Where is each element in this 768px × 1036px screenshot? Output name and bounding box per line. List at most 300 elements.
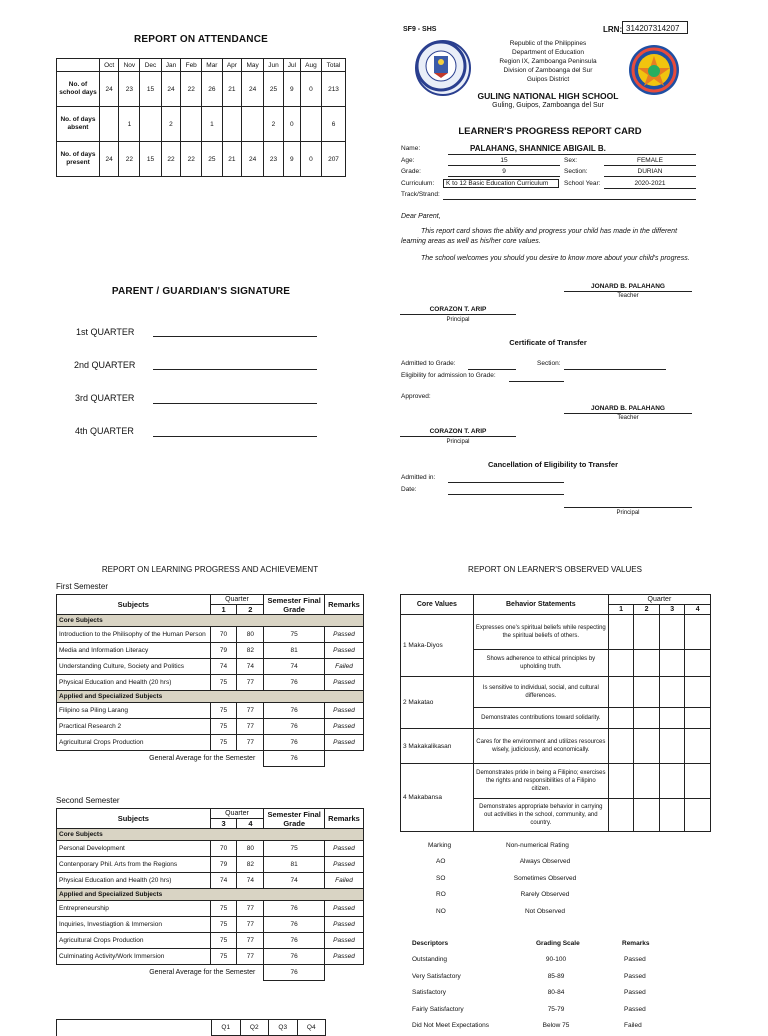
school-year-label: School Year: — [564, 180, 601, 187]
attendance-row-label: No. of days absent — [57, 107, 100, 142]
attendance-cell: 9 — [283, 142, 300, 177]
values-quarter-number: 2 — [634, 605, 660, 615]
letter-principal-role: Principal — [446, 317, 470, 323]
final-grade: 76 — [264, 675, 325, 691]
learner-sex: FEMALE — [636, 157, 663, 164]
form-code: SF9 - SHS — [403, 26, 437, 33]
values-row — [401, 615, 711, 650]
table-row — [57, 675, 364, 691]
division-seal-icon — [628, 44, 680, 96]
attendance-cell: 1 — [119, 107, 140, 142]
attendance-cell: 207 — [322, 142, 346, 177]
marking-rating: Not Observed — [524, 907, 566, 915]
descriptor-remarks: Passed — [624, 956, 646, 963]
core-value-name: 2 Makatao — [401, 677, 474, 729]
final-grade-header: Semester Final Grade — [264, 595, 325, 615]
cancel-date-line — [448, 494, 564, 495]
final-grade: 76 — [264, 719, 325, 735]
quarter-grade: 77 — [237, 917, 264, 933]
quarter-header: Quarter — [210, 809, 264, 819]
descriptor-name: Satisfactory — [412, 989, 446, 996]
attendance-cell: 25 — [264, 72, 284, 107]
table-row — [57, 719, 364, 735]
quarter-grade: 77 — [237, 933, 264, 949]
month-header: Dec — [140, 59, 161, 72]
subject-group-label: Applied and Specialized Subjects — [57, 889, 364, 901]
transfer-principal-line — [400, 436, 516, 437]
values-rating-cell[interactable] — [634, 677, 660, 708]
behavior-statement: Shows adherence to ethical principles by upholding truth. — [473, 650, 608, 677]
marking-rating: Always Observed — [519, 858, 571, 865]
values-header-row — [401, 595, 711, 605]
month-header: Aug — [300, 59, 321, 72]
cancel-admitted-label: Admitted in: — [401, 474, 436, 481]
quarter-grade: 77 — [237, 901, 264, 917]
quarter-grade: 74 — [237, 873, 264, 889]
quarter-number: 2 — [237, 605, 264, 615]
behavior-statement: Cares for the environment and utilizes resources wisely, judiciously, and economically. — [473, 729, 608, 764]
month-header: Total — [322, 59, 346, 72]
quarter-grade: 79 — [210, 857, 237, 873]
quarter-number: 3 — [210, 819, 237, 829]
quarter-grade: 70 — [210, 841, 237, 857]
sex-label: Sex: — [564, 157, 578, 164]
attendance-cell: 22 — [161, 142, 181, 177]
table-row — [57, 901, 364, 917]
subject-name: Personal Development — [57, 841, 211, 857]
cancel-title: Cancellation of Eligibility to Transfer — [487, 460, 619, 469]
header-lines — [466, 39, 630, 84]
bottom-q1: Q1 — [212, 1020, 241, 1036]
subject-name: Media and Information Literacy — [57, 643, 211, 659]
header-line-republic: Republic of the Philippines — [509, 40, 587, 47]
quarter-number: 4 — [237, 819, 264, 829]
header-line-region: Region IX, Zamboanga Peninsula — [499, 58, 597, 65]
behavior-header: Behavior Statements — [473, 595, 608, 615]
learner-grade: 9 — [502, 168, 506, 175]
general-average-row — [57, 751, 364, 767]
table-row — [57, 949, 364, 965]
bottom-blank — [57, 1020, 212, 1036]
values-quarter-number: 1 — [608, 605, 634, 615]
final-grade: 75 — [264, 841, 325, 857]
core-value-name: 3 Makakalikasan — [401, 729, 474, 764]
values-quarter-header: Quarter — [608, 595, 710, 605]
behavior-statement: Expresses one's spiritual beliefs while respecting the spiritual beliefs of others. — [473, 615, 608, 650]
values-rating-cell[interactable] — [685, 799, 711, 832]
attendance-header-row — [57, 59, 346, 72]
attendance-cell: 0 — [300, 72, 321, 107]
table-row — [57, 857, 364, 873]
grade-underline — [448, 176, 560, 177]
quarter-4-signature-line — [153, 436, 317, 437]
values-rating-cell[interactable] — [685, 708, 711, 729]
values-rating-cell[interactable] — [685, 615, 711, 650]
values-rating-cell[interactable] — [634, 708, 660, 729]
subject-group-label: Applied and Specialized Subjects — [57, 691, 364, 703]
attendance-table — [56, 58, 346, 177]
behavior-statement: Is sensitive to individual, social, and cultural differences. — [473, 677, 608, 708]
table-row — [57, 735, 364, 751]
values-rating-cell[interactable] — [659, 729, 685, 764]
values-rating-cell[interactable] — [634, 764, 660, 799]
descriptor-remarks: Failed — [624, 1022, 642, 1029]
transfer-eligibility-line — [509, 381, 564, 382]
quarter-grade: 82 — [237, 857, 264, 873]
values-rating-cell[interactable] — [659, 799, 685, 832]
core-value-name: 4 Makabansa — [401, 764, 474, 832]
remarks: Passed — [324, 719, 363, 735]
quarter-grade: 75 — [210, 719, 237, 735]
final-grade: 76 — [264, 933, 325, 949]
remarks: Passed — [325, 901, 364, 917]
final-grade: 76 — [264, 917, 325, 933]
values-quarter-number: 4 — [685, 605, 711, 615]
subject-group-label: Core Subjects — [57, 829, 364, 841]
letter-paragraph-2: The school welcomes you should you desire to know more about your child's progress. — [421, 255, 690, 262]
subject-group-row — [57, 615, 364, 627]
month-header: Nov — [119, 59, 140, 72]
subject-group-row — [57, 691, 364, 703]
sem1-title: First Semester — [56, 582, 109, 591]
quarter-grade: 80 — [237, 627, 264, 643]
quarter-2-signature-line — [153, 369, 317, 370]
month-header: Jul — [283, 59, 300, 72]
final-grade: 76 — [264, 735, 325, 751]
transfer-title: Certificate of Transfer — [509, 338, 587, 347]
transfer-admitted-label: Admitted to Grade: — [401, 360, 456, 367]
values-rating-cell[interactable] — [634, 799, 660, 832]
grading-scale: Below 75 — [542, 1022, 570, 1029]
attendance-cell: 0 — [300, 142, 321, 177]
attendance-cell: 23 — [119, 72, 140, 107]
grading-scale-header: Grading Scale — [536, 940, 580, 947]
attendance-cell: 1 — [202, 107, 223, 142]
attendance-corner — [57, 59, 100, 72]
cancel-principal-line — [564, 507, 692, 508]
sem2-grades-table — [56, 808, 364, 981]
values-rating-cell[interactable] — [659, 677, 685, 708]
letter-teacher-role: Teacher — [617, 293, 639, 299]
quarter-2-label: 2nd QUARTER — [74, 360, 136, 370]
subject-name: Entrepreneurship — [57, 901, 211, 917]
quarter-grade: 75 — [210, 675, 237, 691]
remarks: Passed — [324, 643, 363, 659]
table-row — [57, 841, 364, 857]
quarter-4-label: 4th QUARTER — [75, 426, 134, 436]
sem2-title: Second Semester — [56, 796, 120, 805]
attendance-cell: 24 — [242, 142, 264, 177]
behavior-statement: Demonstrates contributions toward solidarity. — [473, 708, 608, 729]
attendance-row-label: No. of days present — [57, 142, 100, 177]
learner-name: PALAHANG, SHANNICE ABIGAIL B. — [470, 144, 606, 153]
values-rating-cell[interactable] — [659, 708, 685, 729]
quarter-grade: 75 — [210, 933, 237, 949]
quarter-grade: 80 — [237, 841, 264, 857]
attendance-cell: 9 — [283, 72, 300, 107]
grade-label: Grade: — [401, 168, 421, 175]
quarter-grade: 75 — [210, 703, 237, 719]
attendance-cell: 26 — [202, 72, 223, 107]
report-card-title: LEARNER'S PROGRESS REPORT CARD — [458, 126, 642, 137]
descriptor-remarks: Passed — [624, 989, 646, 996]
values-rating-cell[interactable] — [608, 615, 634, 650]
values-rating-cell[interactable] — [608, 677, 634, 708]
remarks: Passed — [325, 917, 364, 933]
subjects-header: Subjects — [57, 595, 211, 615]
descriptor-remarks: Passed — [624, 1005, 646, 1013]
values-table — [400, 594, 711, 832]
remarks: Failed — [325, 873, 364, 889]
values-rating-cell[interactable] — [608, 729, 634, 764]
attendance-cell — [100, 107, 119, 142]
transfer-principal-role: Principal — [446, 439, 470, 445]
cancel-admitted-line — [448, 482, 564, 483]
quarter-grade: 77 — [237, 949, 264, 965]
quarter-1-signature-line — [153, 336, 317, 337]
table-row — [57, 873, 364, 889]
descriptor-name: Outstanding — [412, 956, 448, 963]
parent-signature-title: PARENT / GUARDIAN'S SIGNATURE — [111, 286, 291, 297]
track-label: Track/Strand: — [401, 191, 440, 198]
attendance-row — [57, 72, 346, 107]
attendance-cell: 213 — [322, 72, 346, 107]
final-grade: 76 — [264, 703, 325, 719]
remarks: Passed — [325, 933, 364, 949]
values-rating-cell[interactable] — [685, 650, 711, 677]
quarter-grade: 77 — [237, 735, 264, 751]
subject-name: Agricultural Crops Production — [57, 735, 211, 751]
descriptor-name: Fairly Satisfactory — [412, 1005, 464, 1013]
attendance-cell: 22 — [181, 142, 202, 177]
final-grade: 74 — [264, 659, 325, 675]
remarks-header: Remarks — [324, 595, 363, 615]
attendance-cell — [242, 107, 264, 142]
letter-principal-name: CORAZON T. ARIP — [429, 306, 487, 313]
final-grade: 75 — [264, 627, 325, 643]
attendance-cell: 23 — [264, 142, 284, 177]
lrn-label: LRN: — [603, 25, 623, 34]
attendance-cell: 22 — [181, 72, 202, 107]
quarter-grade: 75 — [210, 901, 237, 917]
quarter-grade: 74 — [210, 659, 237, 675]
grading-scale: 85-89 — [547, 972, 565, 980]
values-quarter-number: 3 — [659, 605, 685, 615]
attendance-cell: 24 — [161, 72, 181, 107]
track-underline — [443, 199, 696, 200]
final-grade-header: Semester Final Grade — [264, 809, 325, 829]
sex-underline — [604, 165, 696, 166]
grading-scale: 75-79 — [547, 1005, 565, 1013]
transfer-teacher-name: JONARD B. PALAHANG — [591, 405, 665, 412]
values-rating-cell[interactable] — [608, 764, 634, 799]
remarks: Failed — [324, 659, 363, 675]
transfer-principal-name: CORAZON T. ARIP — [429, 428, 487, 435]
school-name: GULING NATIONAL HIGH SCHOOL — [477, 91, 619, 101]
quarter-grade: 79 — [210, 643, 237, 659]
month-header: Apr — [222, 59, 241, 72]
values-rating-cell[interactable] — [659, 650, 685, 677]
values-rating-cell[interactable] — [685, 764, 711, 799]
attendance-cell: 24 — [242, 72, 264, 107]
attendance-row — [57, 142, 346, 177]
quarter-grade: 70 — [210, 627, 237, 643]
quarter-3-label: 3rd QUARTER — [75, 393, 135, 403]
table-row — [57, 659, 364, 675]
attendance-cell: 25 — [202, 142, 223, 177]
transfer-teacher-role: Teacher — [617, 415, 639, 421]
letter-principal-line — [400, 314, 516, 315]
attendance-cell: 15 — [140, 142, 161, 177]
month-header: Feb — [181, 59, 202, 72]
attendance-title: REPORT ON ATTENDANCE — [134, 34, 268, 45]
bottom-q4: Q4 — [297, 1020, 326, 1036]
general-average-label: General Average for the Semester — [149, 969, 256, 977]
subject-name: Physical Education and Health (20 hrs) — [57, 675, 211, 691]
header-line-deped: Department of Education — [512, 49, 584, 56]
remarks: Passed — [325, 841, 364, 857]
letter-teacher-name: JONARD B. PALAHANG — [591, 283, 665, 290]
remarks: Passed — [324, 675, 363, 691]
school-year-underline — [604, 188, 696, 189]
subject-group-row — [57, 829, 364, 841]
transfer-section-label: Section: — [537, 360, 561, 367]
attendance-cell: 24 — [100, 72, 119, 107]
section-label: Section: — [564, 168, 588, 175]
attendance-cell: 0 — [283, 107, 300, 142]
name-label: Name: — [401, 145, 421, 152]
values-rating-cell[interactable] — [608, 799, 634, 832]
quarter-grade: 75 — [210, 917, 237, 933]
quarter-grade: 77 — [237, 675, 264, 691]
name-underline — [448, 154, 696, 155]
subject-name: Physical Education and Health (20 hrs) — [57, 873, 211, 889]
final-grade: 81 — [264, 643, 325, 659]
descriptor-name: Did Not Meet Expectations — [412, 1022, 489, 1029]
marking-code: RO — [436, 891, 446, 898]
deped-seal-icon — [415, 40, 471, 96]
remarks: Passed — [324, 627, 363, 643]
values-rating-cell[interactable] — [685, 677, 711, 708]
attendance-row-label: No. of school days — [57, 72, 100, 107]
month-header: Jun — [264, 59, 284, 72]
quarter-header: Quarter — [210, 595, 264, 605]
attendance-cell: 21 — [222, 142, 241, 177]
values-rating-cell[interactable] — [659, 615, 685, 650]
general-average-label: General Average for the Semester — [149, 755, 256, 763]
remarks: Passed — [324, 703, 363, 719]
values-rating-cell[interactable] — [634, 650, 660, 677]
transfer-admitted-line — [468, 369, 516, 370]
table-row — [57, 917, 364, 933]
quarter-grade: 77 — [237, 719, 264, 735]
transfer-section-line — [564, 369, 666, 370]
final-grade: 76 — [264, 949, 325, 965]
subject-name: Inquiries, Investiagtion & Immersion — [57, 917, 211, 933]
attendance-cell: 2 — [264, 107, 284, 142]
values-rating-cell[interactable] — [634, 615, 660, 650]
attendance-row — [57, 107, 346, 142]
values-rating-cell[interactable] — [608, 650, 634, 677]
letter-teacher-line — [564, 291, 692, 292]
table-row — [57, 703, 364, 719]
table-row — [57, 643, 364, 659]
subject-group-row — [57, 889, 364, 901]
attendance-cell: 6 — [322, 107, 346, 142]
bottom-q3: Q3 — [269, 1020, 298, 1036]
subject-name: Introduction to the Philisophy of the Human Person — [57, 627, 211, 643]
general-average-value: 76 — [264, 965, 325, 981]
quarter-1-label: 1st QUARTER — [76, 327, 135, 337]
remarks-header: Remarks — [622, 940, 650, 947]
quarter-grade: 75 — [210, 735, 237, 751]
sem1-grades-table — [56, 594, 364, 767]
lrn-value: 314207314207 — [622, 21, 688, 34]
grades-header-row — [57, 595, 364, 605]
general-average-blank — [324, 751, 363, 767]
learner-curriculum: K to 12 Basic Education Curriculum — [443, 179, 559, 188]
descriptors-header: Descriptors — [412, 940, 449, 947]
grades-header-row — [57, 809, 364, 819]
quarter-3-signature-line — [153, 403, 317, 404]
descriptor-remarks: Passed — [624, 972, 646, 980]
marking-header: Marking — [428, 842, 452, 849]
values-rating-cell[interactable] — [608, 708, 634, 729]
quarter-number: 1 — [210, 605, 237, 615]
values-rating-cell[interactable] — [685, 729, 711, 764]
values-row — [401, 764, 711, 799]
quarter-grade: 77 — [237, 703, 264, 719]
general-average-value: 76 — [264, 751, 325, 767]
final-grade: 76 — [264, 901, 325, 917]
subject-group-label: Core Subjects — [57, 615, 364, 627]
cancel-date-label: Date: — [401, 486, 417, 493]
learner-age: 15 — [500, 157, 508, 164]
transfer-teacher-line — [564, 413, 692, 414]
transfer-eligibility-label: Eligibility for admission to Grade: — [401, 372, 496, 379]
attendance-cell — [140, 107, 161, 142]
subject-name: Filipino sa Piling Larang — [57, 703, 211, 719]
progress-title: REPORT ON LEARNING PROGRESS AND ACHIEVEMENT — [101, 565, 319, 574]
subject-name: Pracrtical Research 2 — [57, 719, 211, 735]
age-underline — [448, 165, 560, 166]
behavior-statement: Demonstrates appropriate behavior in carrying out activities in the school, community, and country. — [473, 799, 608, 832]
general-average-row — [57, 965, 364, 981]
transfer-approved-label: Approved: — [401, 393, 431, 400]
behavior-statement: Demonstrates pride in being a Filipino; exercises the rights and responsibilities of a Filipino citizen. — [473, 764, 608, 799]
month-header: Mar — [202, 59, 223, 72]
learner-section: DURIAN — [637, 168, 663, 175]
subject-name: Culminating Activity/Work Immersion — [57, 949, 211, 965]
month-header: Oct — [100, 59, 119, 72]
attendance-cell: 21 — [222, 72, 241, 107]
remarks: Passed — [324, 735, 363, 751]
attendance-cell: 24 — [100, 142, 119, 177]
values-row — [401, 677, 711, 708]
values-rating-cell[interactable] — [634, 729, 660, 764]
final-grade: 81 — [264, 857, 325, 873]
school-address: Guling, Guipos, Zamboanga del Sur — [492, 102, 604, 109]
table-row — [57, 627, 364, 643]
values-rating-cell[interactable] — [659, 764, 685, 799]
month-header: May — [242, 59, 264, 72]
letter-paragraph-1: This report card shows the ability and progress your child has made in the different learning areas as well as his/her core values. — [401, 228, 678, 245]
age-label: Age: — [401, 157, 415, 164]
marking-rating: Sometimes Observed — [513, 874, 577, 882]
quarter-grade: 82 — [237, 643, 264, 659]
marking-code: SO — [436, 874, 446, 882]
rating-header: Non-numerical Rating — [506, 842, 569, 849]
